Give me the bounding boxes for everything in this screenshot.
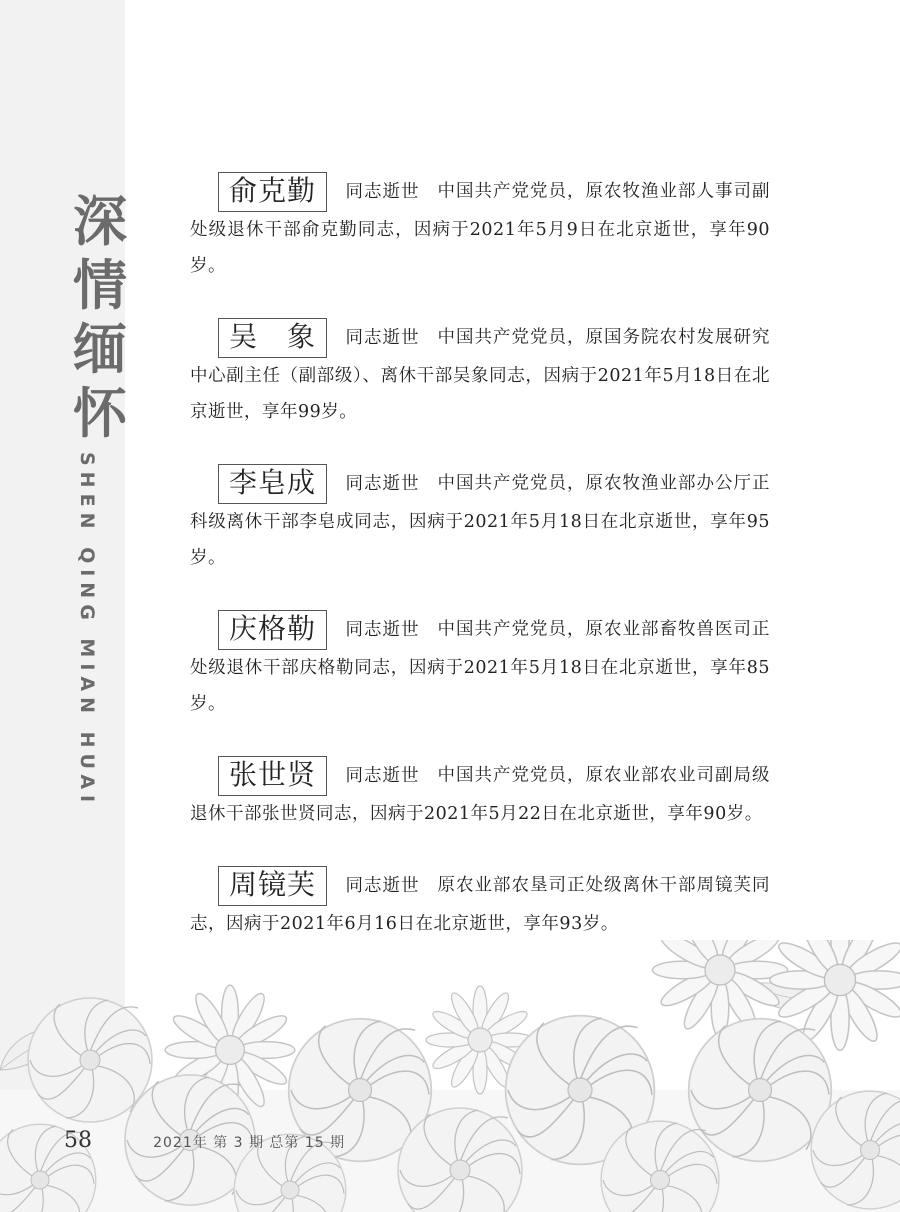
entry-lead: 同志逝世 [345,765,420,786]
deceased-name: 李皂成 [218,464,327,504]
section-title-char: 情 [73,254,127,317]
obituary-entry [190,866,770,942]
deceased-name: 俞克勤 [218,172,327,212]
entry-text: 中国共产党党员，原农业部农业司副局级退休干部张世贤同志，因病于2021年5月22日在北京逝世，享年90岁。 [190,765,771,824]
entry-text: 中国共产党党员，原农业部畜牧兽医司正处级退休干部庆格勒同志，因病于2021年5月18日在北京逝世，享年85岁。 [190,619,771,714]
obituary-entry [190,610,770,722]
entry-lead: 同志逝世 [345,875,420,896]
page-footer [64,1128,345,1153]
issue-info: 2021年 第 3 期 总第 15 期 [153,1135,346,1151]
obituary-entry [190,464,770,576]
entry-text: 中国共产党党员，原国务院农村发展研究中心副主任（副部级）、离休干部吴象同志，因病于2021年5月18日在北京逝世，享年99岁。 [190,327,771,422]
chrysanthemum-illustration [0,940,900,1212]
deceased-name: 庆格勒 [218,610,327,650]
entry-text: 中国共产党党员，原农牧渔业部人事司副处级退休干部俞克勤同志，因病于2021年5月9日在北京逝世，享年90岁。 [190,181,771,276]
obituary-entry [190,756,770,832]
section-title-char: 缅 [73,318,127,381]
obituary-entry [190,318,770,430]
entry-lead: 同志逝世 [345,473,420,494]
section-title-char: 深 [73,190,127,253]
entry-lead: 同志逝世 [345,181,420,202]
entry-lead: 同志逝世 [345,619,420,640]
obituary-entry [190,172,770,284]
section-title [72,190,132,446]
entry-lead: 同志逝世 [345,327,420,348]
deceased-name: 周镜芙 [218,866,327,906]
deceased-name: 张世贤 [218,756,327,796]
entry-text: 中国共产党党员，原农牧渔业部办公厅正科级离休干部李皂成同志，因病于2021年5月18日在北京逝世，享年95岁。 [190,473,771,568]
section-pinyin: SHEN QING MIAN HUAI [76,452,98,809]
obituary-list [190,172,770,976]
entry-text: 原农业部农垦司正处级离休干部周镜芙同志，因病于2021年6月16日在北京逝世，享年93岁。 [190,875,771,934]
deceased-name: 吴 象 [218,318,327,358]
section-title-char: 怀 [73,382,127,445]
page-number: 58 [64,1128,92,1153]
